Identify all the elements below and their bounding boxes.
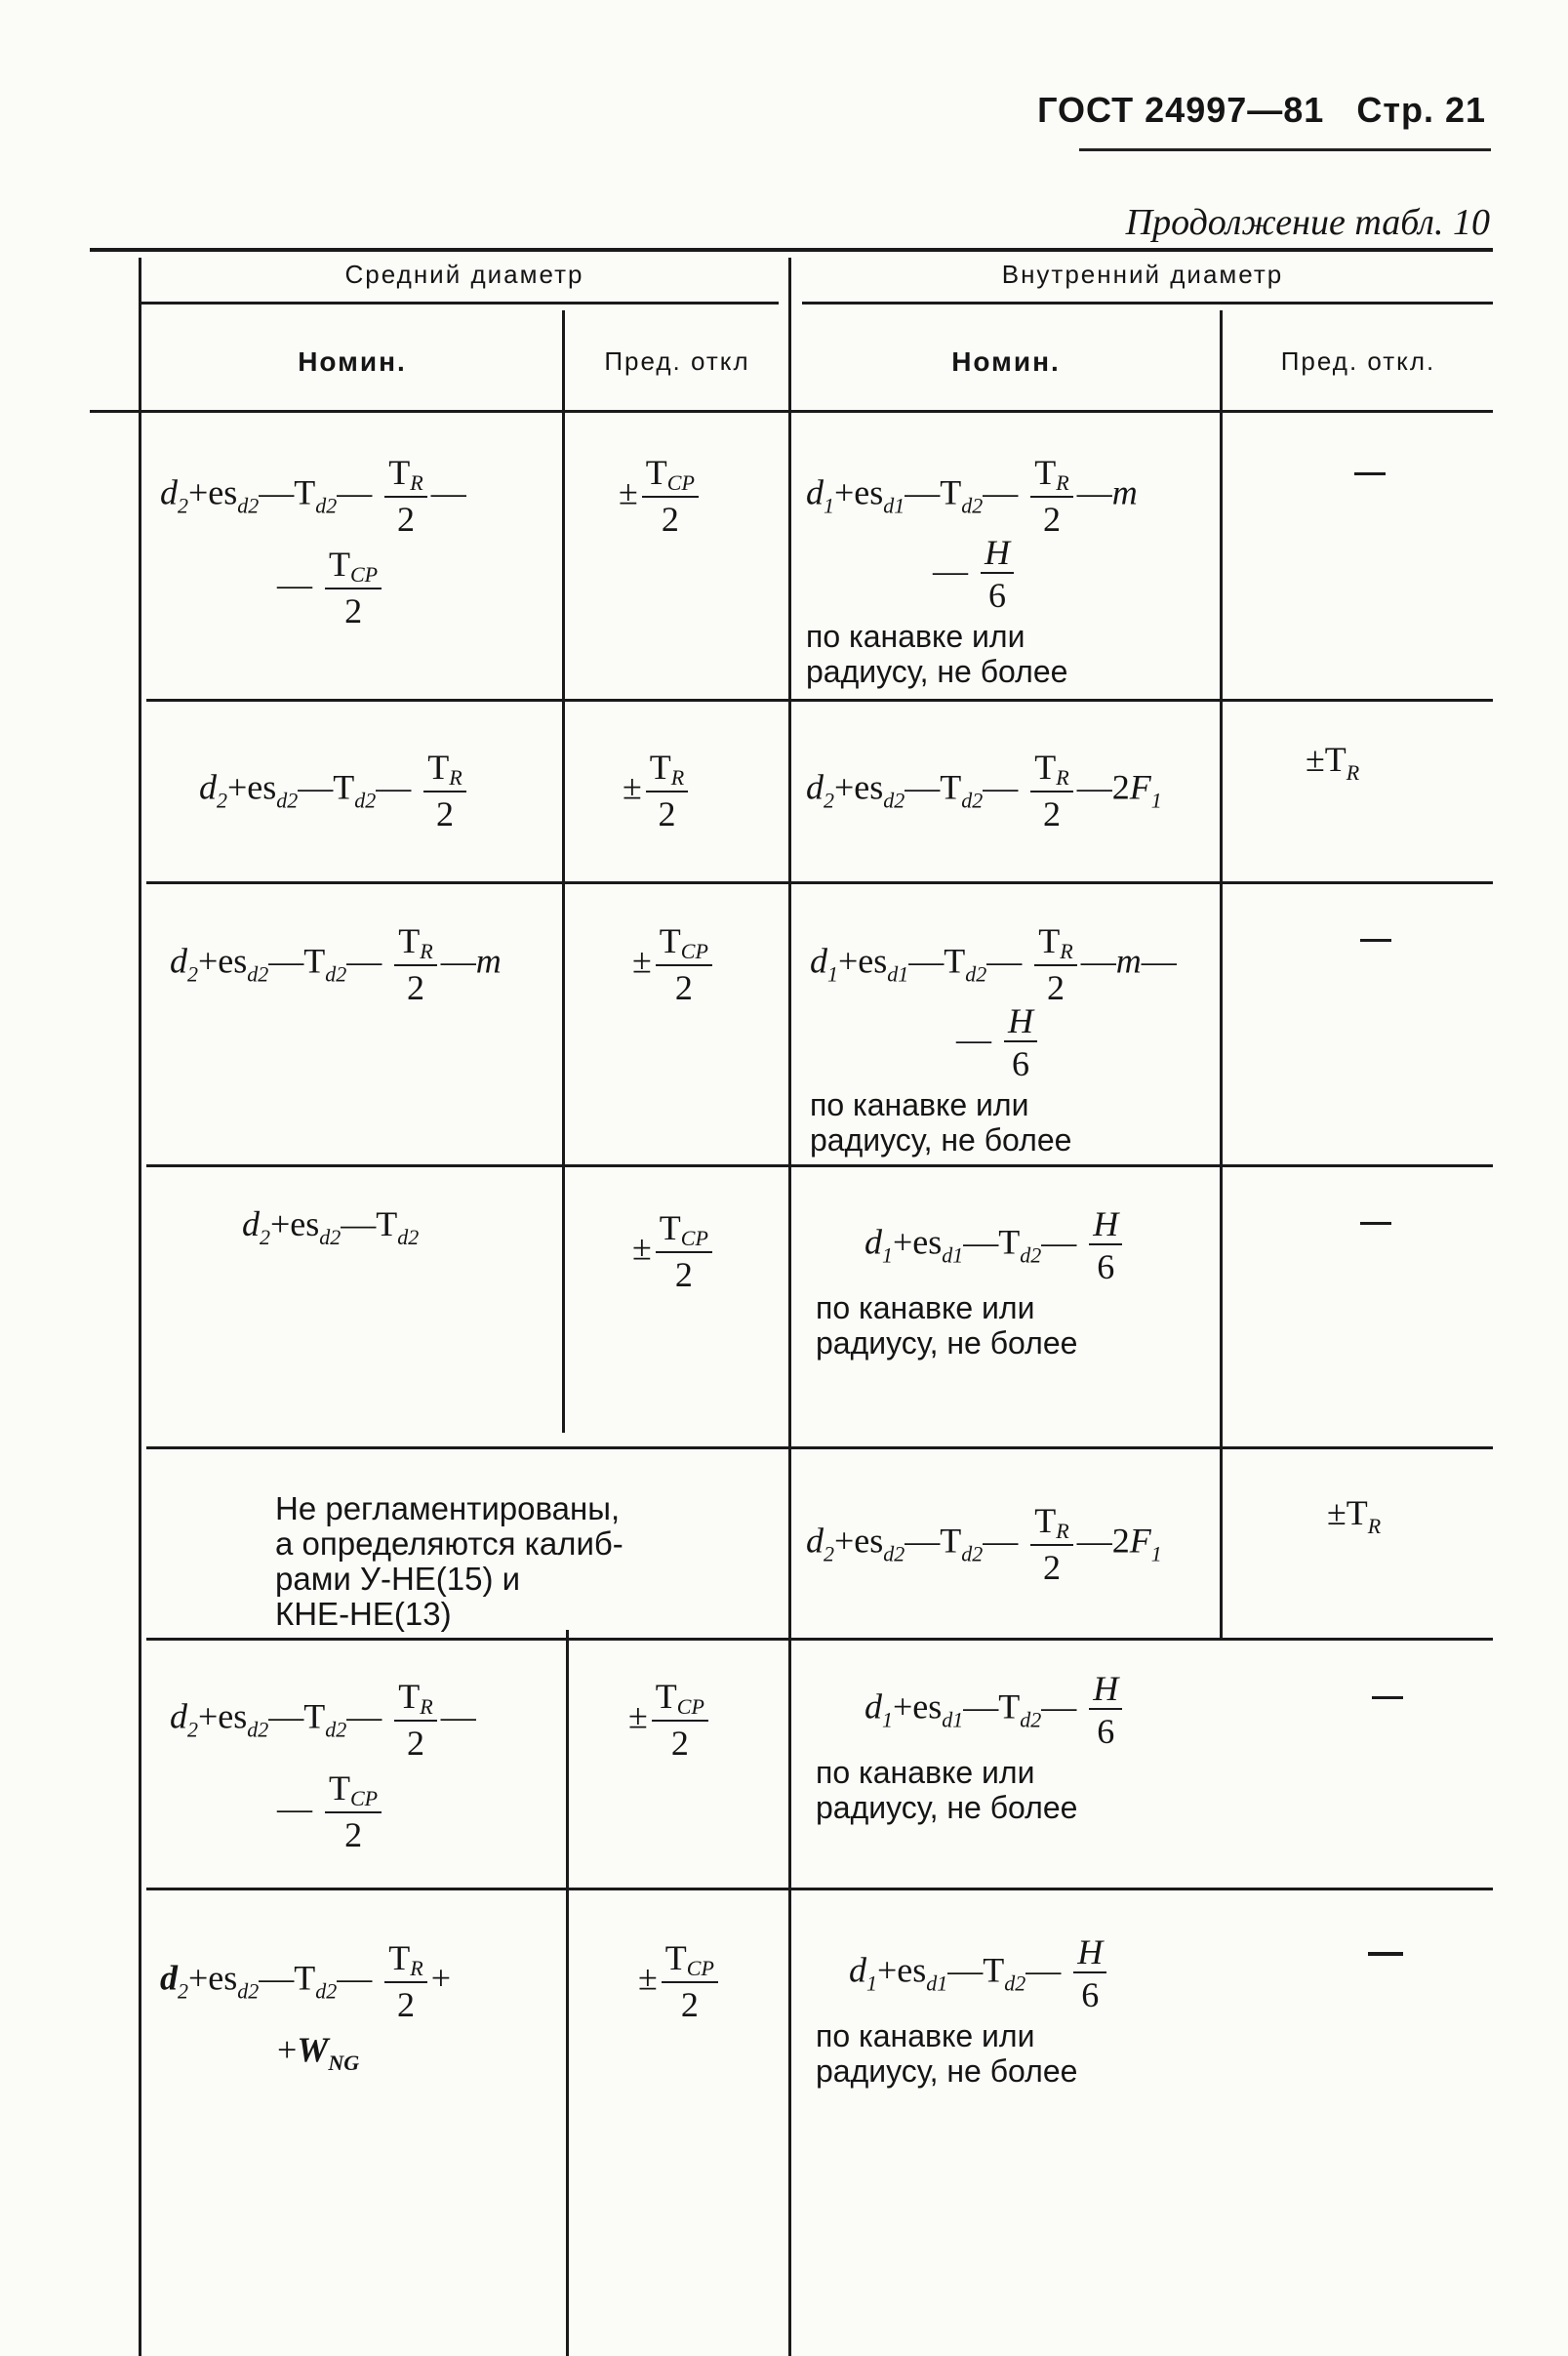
header-nominal-2: Номин. (951, 346, 1061, 377)
row4-average-nominal: $d_2+es_{d2}—T_{d2}$ (242, 1204, 420, 1249)
row-sep-5 (146, 1638, 1493, 1641)
page-header (1037, 90, 1486, 131)
divider-col1 (562, 310, 565, 1433)
row2-average-deviation: ± $\frac{T_R}{2}$ (623, 750, 692, 832)
row6-inner-deviation-dash (1372, 1696, 1403, 1699)
row5-merged-average-note: Не регламентированы, а определяются калиб- рами У-НЕ(15) и КНЕ-НЕ(13) (275, 1490, 623, 1632)
row3-average-deviation: ± $\frac{T_{CP}}{2}$ (632, 923, 716, 1005)
standard-title: ГОСТ 24997—81 (1037, 90, 1325, 130)
table-top-rule (90, 248, 1493, 252)
row2-inner-deviation: $\pm T_R$ (1306, 740, 1360, 785)
row3-average-nominal: $d_2+es_{d2}—T_{d2}—$ $\frac{T_R}{2}$ —m (170, 921, 502, 1007)
group-rule-left (141, 302, 779, 305)
row7-inner-nominal: $d_1+es_{d1}—T_{d2}—$ $\frac{H}{6}$ по канавке или радиусу, не более (816, 1934, 1110, 2089)
divider-mid (788, 258, 791, 2356)
row-sep-6 (146, 1888, 1493, 1890)
row4-inner-nominal: $d_1+es_{d1}—T_{d2}—$ $\frac{H}{6}$ по канавке или радиусу, не более (816, 1206, 1126, 1361)
row2-inner-nominal: $d_2+es_{d2}—T_{d2}—$ $\frac{T_R}{2}$ $—2F_1$ (806, 748, 1162, 833)
row7-average-deviation: ± $\frac{T_{CP}}{2}$ (638, 1940, 722, 2022)
header-deviation-2: Пред. откл. (1280, 346, 1436, 376)
row7-inner-deviation-dash (1368, 1952, 1403, 1956)
left-border (139, 258, 141, 2356)
header-group-average: Средний диаметр (344, 260, 584, 289)
row4-inner-deviation-dash (1360, 1222, 1391, 1225)
row3-inner-deviation-dash (1360, 939, 1391, 942)
divider-col3 (1220, 310, 1223, 1638)
row1-average-deviation: ± $\frac{T_{CP}}{2}$ (619, 455, 703, 537)
row1-inner-nominal: $d_1+es_{d1}—T_{d2}—$ $\frac{T_R}{2}$ —m — $\frac{H}{6}$ по канавке или радиусу, не более (806, 453, 1138, 689)
header-underline (1079, 148, 1491, 151)
row-sep-1 (146, 699, 1493, 702)
row1-average-nominal: $d_2+es_{d2}—T_{d2}—$ $\frac{T_R}{2}$ — — $\frac{T_{CP}}{2}$ (160, 453, 466, 630)
page-number: Стр. 21 (1356, 90, 1486, 130)
row-sep-3 (146, 1164, 1493, 1167)
divider-col1b (566, 1630, 569, 2356)
row-sep-4 (146, 1446, 1493, 1449)
header-nominal-1: Номин. (298, 346, 407, 377)
row6-average-nominal: $d_2+es_{d2}—T_{d2}—$ $\frac{T_R}{2}$ — — $\frac{T_{CP}}{2}$ (170, 1677, 476, 1854)
row7-average-nominal: $d_2+es_{d2}—T_{d2}—$ $\frac{T_R}{2}$ + $+W_{NG}$ (160, 1938, 452, 2075)
table-header-bottom-rule (90, 410, 1493, 413)
row5-inner-nominal: $d_2+es_{d2}—T_{d2}—$ $\frac{T_R}{2}$ $—2F_1$ (806, 1501, 1162, 1587)
row5-inner-deviation: $\pm T_R$ (1327, 1493, 1382, 1538)
group-rule-right (802, 302, 1493, 305)
row-sep-2 (146, 881, 1493, 884)
row4-average-deviation: ± $\frac{T_{CP}}{2}$ (632, 1210, 716, 1292)
row3-inner-nominal: $d_1+es_{d1}—T_{d2}—$ $\frac{T_R}{2}$ —m— — $\frac{H}{6}$ по канавке или радиусу, не более (810, 921, 1177, 1158)
row6-average-deviation: ± $\frac{T_{CP}}{2}$ (628, 1679, 712, 1761)
table-caption: Продолжение табл. 10 (1125, 202, 1490, 243)
row2-average-nominal: $d_2+es_{d2}—T_{d2}—$ $\frac{T_R}{2}$ (199, 750, 470, 832)
header-deviation-1: Пред. откл (604, 346, 750, 376)
row6-inner-nominal: $d_1+es_{d1}—T_{d2}—$ $\frac{H}{6}$ по канавке или радиусу, не более (816, 1671, 1126, 1825)
header-group-inner: Внутренний диаметр (1001, 260, 1284, 289)
row1-inner-deviation-dash (1354, 472, 1386, 475)
